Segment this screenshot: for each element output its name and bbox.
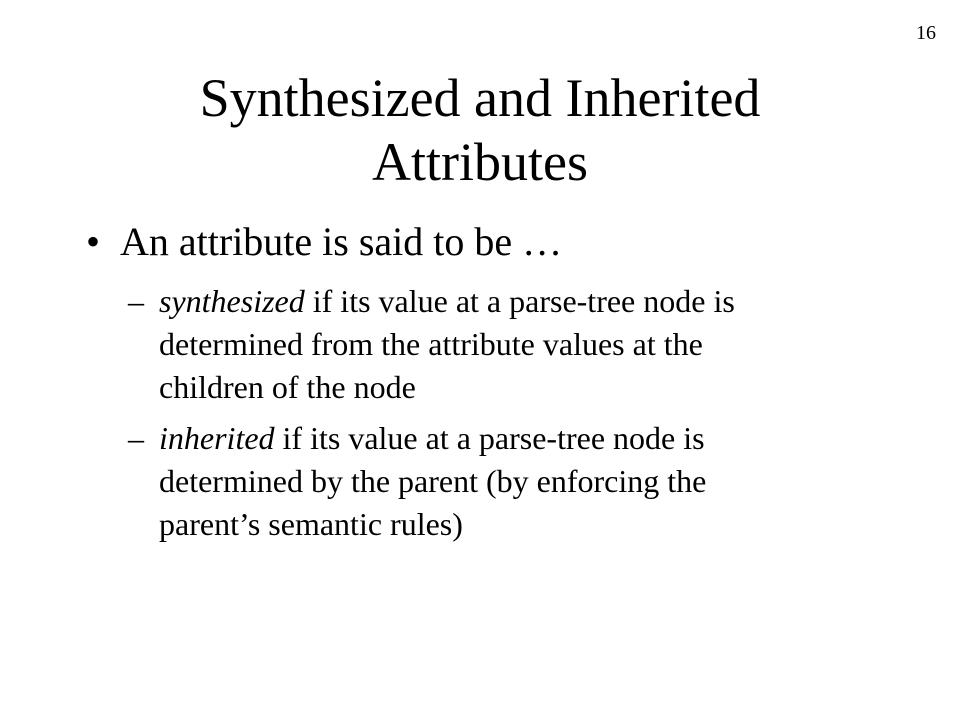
- bullet-dot-icon: •: [86, 219, 101, 264]
- sub-bullet-synthesized: [128, 280, 928, 409]
- sub-bullet-line: determined by the parent (by enforcing the: [159, 463, 707, 499]
- sub-bullet-line-rest: if its value at a parse-tree node is: [304, 283, 735, 319]
- sub-bullet-line: determined from the attribute values at the: [159, 326, 703, 362]
- sub-bullet-inherited: [128, 417, 928, 546]
- sub-bullet-line: children of the node: [159, 369, 416, 405]
- slide-title-line-2: Attributes: [372, 132, 588, 192]
- term-inherited: inherited: [159, 420, 275, 456]
- sub-bullet-line-rest: if its value at a parse-tree node is: [274, 420, 705, 456]
- sub-bullet-line: [159, 280, 735, 323]
- slide-title-line-1: Synthesized and Inherited: [199, 68, 761, 128]
- sub-bullet-line: [159, 417, 706, 460]
- term-synthesized: synthesized: [159, 283, 305, 319]
- main-bullet-text: An attribute is said to be …: [120, 219, 563, 264]
- sub-bullet-line: parent’s semantic rules): [159, 506, 463, 542]
- slide-number: 16: [916, 22, 936, 44]
- dash-icon: –: [128, 283, 144, 319]
- main-bullet: [86, 218, 562, 266]
- slide-title: [0, 66, 960, 194]
- dash-icon: –: [128, 420, 144, 456]
